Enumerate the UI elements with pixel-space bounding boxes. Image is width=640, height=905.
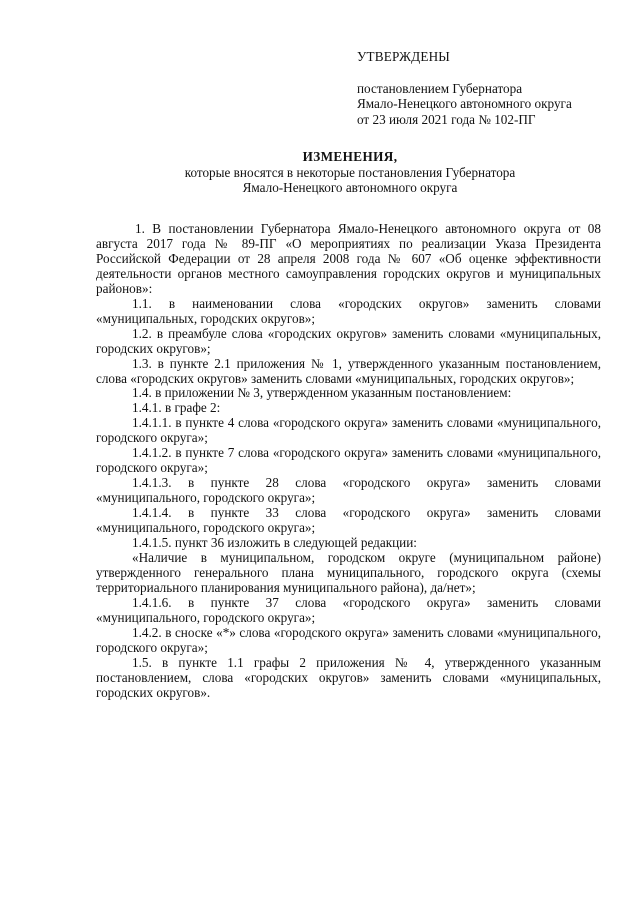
paragraph-1-4-2: 1.4.2. в сноске «*» слова «городского округа» заменить словами «муниципального, городского округа»; [96,624,601,655]
paragraph-1-4-1-4: 1.4.1.4. в пункте 33 слова «городского округа» заменить словами «муниципального, городского округа»; [96,505,601,536]
document-subtitle-line-2: Ямало-Ненецкого автономного округа [242,180,458,195]
paragraph-1-4: 1.4. в приложении № 3, утвержденном указанным постановлением: [132,385,512,401]
paragraph-1-4-1-2: 1.4.1.2. в пункте 7 слова «городского округа» заменить словами «муниципального, городского округа»; [96,445,601,476]
paragraph-1-3: 1.3. в пункте 2.1 приложения № 1, утвержденного указанным постановлением, слова «городских округов» заменить словами «муниципальных, городских округов»; [96,355,601,386]
paragraph-1-4-1-3: 1.4.1.3. в пункте 28 слова «городского округа» заменить словами «муниципального, городского округа»; [96,475,601,506]
approval-block [357,49,572,127]
approval-line-3: от 23 июля 2021 года № 102-ПГ [357,111,536,127]
paragraph-1-1: 1.1. в наименовании слова «городских округов» заменить словами «муниципальных, городских округов»; [96,295,601,326]
approval-stamp-title: УТВЕРЖДЕНЫ [357,49,451,64]
paragraph-1-2: 1.2. в преамбуле слова «городских округов» заменить словами «муниципальных, городских округов»; [96,325,601,356]
paragraph-1-4-1-5: 1.4.1.5. пункт 36 изложить в следующей редакции: [132,535,417,551]
document-subtitle-line-1: которые вносятся в некоторые постановления Губернатора [184,164,516,180]
paragraph-1-4-1-1: 1.4.1.1. в пункте 4 слова «городского округа» заменить словами «муниципального, городского округа»; [96,415,601,446]
document-title-block [0,149,640,196]
document-body [96,222,601,701]
paragraph-1: 1. В постановлении Губернатора Ямало-Ненецкого автономного округа от 08 августа 2017 года № 89-ПГ «О мероприятиях по реализации Указа Президента Российской Федерации от 28 апреля 2008 года № 607 «Об оценке эффективности деятельности органов местного самоуправления городских округов и муниципальных районов»: [96,221,601,296]
paragraph-1-4-1-6: 1.4.1.6. в пункте 37 слова «городского округа» заменить словами «муниципального, городского округа»; [96,594,601,625]
approval-line-2: Ямало-Ненецкого автономного округа [357,96,572,111]
paragraph-1-4-1: 1.4.1. в графе 2: [132,400,221,416]
document-heading: ИЗМЕНЕНИЯ, [302,149,398,164]
approval-line-1: постановлением Губернатора [357,80,523,96]
paragraph-quoted-text: «Наличие в муниципальном, городском округе (муниципальном районе) утвержденного генерального плана муниципального, городского округа (схемы территориального планирования муниципального района), да/нет»; [96,549,601,595]
paragraph-1-5: 1.5. в пункте 1.1 графы 2 приложения № 4, утвержденного указанным постановлением, слова «городских округов» заменить словами «муниципальных, городских округов». [96,654,601,700]
